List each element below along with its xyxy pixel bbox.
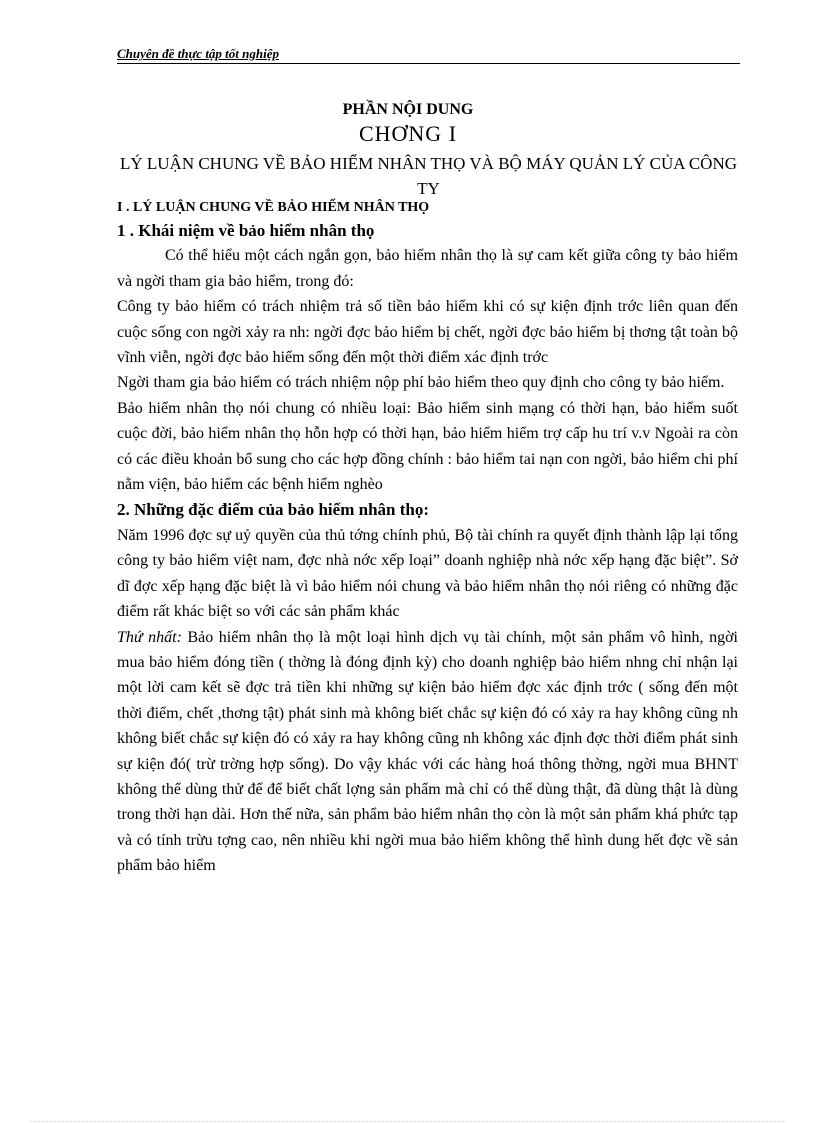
subsection-heading-2: 2. Những đặc điểm của bảo hiểm nhân thọ: [117, 500, 430, 520]
paragraph: Ngời tham gia bảo hiểm có trách nhiệm nộp phí bảo hiểm theo quy định cho công ty bảo hiểm. [117, 374, 725, 392]
subsection-heading-1: 1 . Khái niệm về bảo hiểm nhân thọ [117, 221, 375, 240]
paragraph: Công ty bảo hiểm có trách nhiệm trả số tiền bảo hiểm khi có sự kiện định trớc liên quan đến cuộc sống con ngời xảy ra nh: ngời đợc bảo hiểm bị chết, ngời đợc bảo hiểm bị thơng tật toàn bộ vĩnh viễn, ngời đợc bảo hiểm sống đến một thời điểm xác định trớc [117, 298, 738, 367]
first-point-label: Thứ nhất: [117, 628, 182, 646]
paragraph: Bảo hiểm nhân thọ nói chung có nhiều loại: Bảo hiểm sinh mạng có thời hạn, bảo hiểm suốt cuộc đời, bảo hiểm nhân thọ hỗn hợp có thời hạn, bảo hiểm hiểm trợ cấp hu trí v.v Ngoài ra còn có các điều khoản bổ sung cho các hợp đồng chính : bảo hiểm tai nạn con ngời, bảo hiểm chi phí nằm viện, bảo hiểm các bệnh hiểm nghèo [117, 399, 738, 494]
page-bottom-divider [30, 1121, 786, 1122]
chapter-number: CHƠNG I [358, 121, 458, 146]
section-heading: I . LÝ LUẬN CHUNG VỀ BẢO HIỂM NHÂN THỌ [117, 200, 430, 215]
document-body [117, 218, 738, 879]
first-point-text: Bảo hiểm nhân thọ là một loại hình dịch vụ tài chính, một sản phẩm vô hình, ngời mua bảo hiểm đóng tiền ( thờng là đóng định kỳ) cho doanh nghiệp bảo hiểm nhng chỉ nhận lại một lời cam kết sẽ đợc trả tiền khi những sự kiện bảo hiểm đợc xác định trớc ( sống đến một thời điểm, chết ,thơng tật) phát sinh mà không biết chắc sự kiện đó có xảy ra hay không cũng nh không biết chắc sự kiện đó có xảy ra hay không cũng nh không xác định đợc thời điểm phát sinh sự kiện đó( trừ trờng hợp sống). Do vậy khác với các hàng hoá thông thờng, ngời mua BHNT không thể dùng thử để để biết chất lợng sản phẩm mà chỉ có thể dùng thật, đã dùng thật là dùng trong thời hạn dài. Hơn thế nữa, sản phẩm bảo hiểm nhân thọ còn là một sản phẩm khá phức tạp và có tính trừu tợng cao, nên nhiều khi ngời mua bảo hiểm không thể hình dung hết đợc về sản phẩm bảo hiểm [117, 628, 738, 875]
part-title: PHẦN NỘI DUNG [342, 101, 474, 118]
paragraph-first-point [117, 625, 738, 879]
page-header: Chuyên đề thực tập tốt nghiệp [117, 46, 740, 64]
paragraph: Có thể hiểu một cách ngắn gọn, bảo hiểm nhân thọ là sự cam kết giữa công ty bảo hiểm và ngời tham gia bảo hiểm, trong đó: [117, 247, 738, 290]
paragraph: Năm 1996 đợc sự uỷ quyền của thủ tớng chính phủ, Bộ tài chính ra quyết định thành lập lại tổng công ty bảo hiểm việt nam, đợc nhà nớc xếp loại” doanh nghiệp nhà nớc xếp hạng đặc biệt”. Sở dĩ đợc xếp hạng đặc biệt là vì bảo hiểm nói chung và bảo hiểm nhân thọ nói riêng có những đặc điểm rất khác biệt so với các sản phẩm khác [117, 526, 738, 621]
chapter-title: LÝ LUẬN CHUNG VỀ BẢO HIỂM NHÂN THỌ VÀ BỘ MÁY QUẢN LÝ CỦA CÔNG TY [119, 154, 738, 198]
